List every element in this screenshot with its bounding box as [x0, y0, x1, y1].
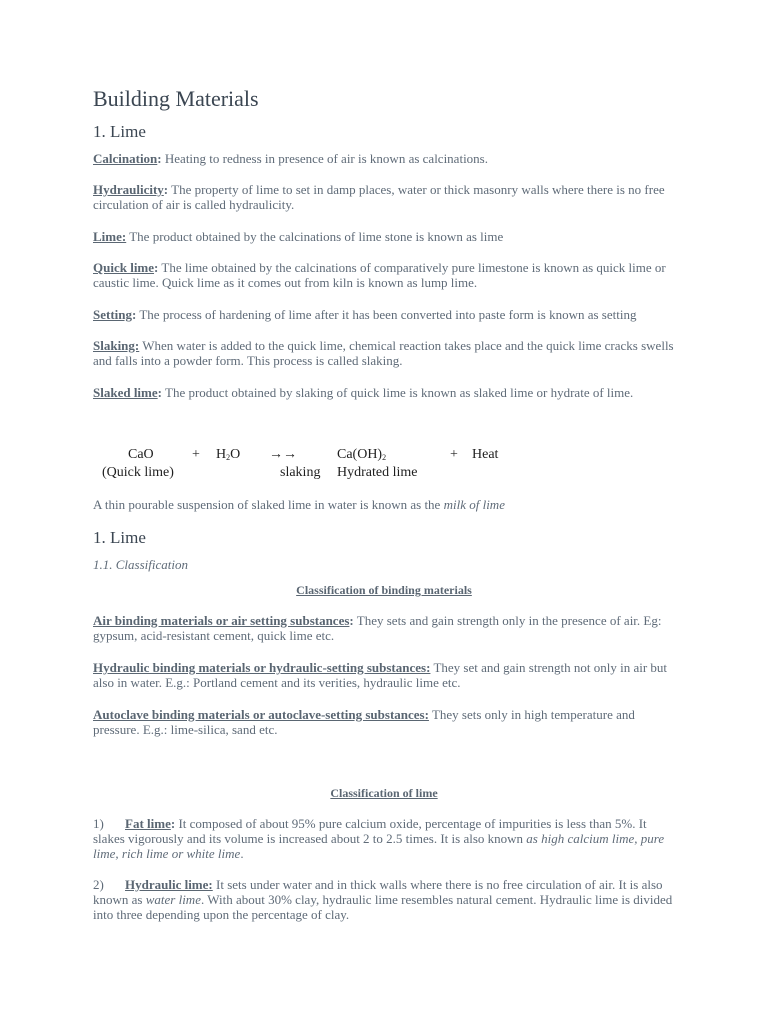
arrow-icon: →→: [269, 447, 297, 462]
definition-setting: [93, 307, 675, 322]
milk-of-lime-text: A thin pourable suspension of slaked lime in water is known as the: [93, 497, 444, 512]
binding-item-hydraulic: [93, 660, 675, 690]
lime-class-tail: . With about 30% clay, hydraulic lime resembles natural cement. Hydraulic lime is divided into three depending upon the percentage of clay.: [93, 892, 673, 922]
lime-class-italic: water lime: [145, 892, 201, 907]
equation-h2o: [216, 447, 240, 463]
equation-caoh2: [337, 447, 386, 463]
definition-text: The property of lime to set in damp places, water or thick masonry walls where there is no free circulation of air is called hydraulicity.: [93, 182, 665, 212]
definition-text: The product obtained by the calcinations of lime stone is known as lime: [126, 229, 504, 244]
lime-class-text: It composed of about 95% pure calcium oxide, percentage of impurities is less than 5%. It slakes vigorously and its volume is increased about 2 to 2.5 times. It is also known: [93, 816, 647, 846]
term: Slaked lime: [93, 385, 158, 400]
term: Quick lime: [93, 260, 155, 275]
term-colon: :: [132, 307, 137, 322]
term: Lime:: [93, 229, 127, 244]
definition-text: When water is added to the quick lime, chemical reaction takes place and the quick lime cracks swells and falls into a powder form. This process is called slaking.: [93, 338, 674, 368]
term: Air binding materials or air setting substances: [93, 613, 350, 628]
equation-caoh2-base: Ca(OH): [337, 447, 383, 462]
term: Slaking:: [93, 338, 140, 353]
binding-item-text: They sets and gain strength only in the presence of air. Eg: gypsum, acid-resistant cement, quick lime etc.: [93, 613, 662, 643]
list-number: 2): [93, 877, 104, 892]
equation-h2o-subscript: 2: [226, 453, 231, 462]
term-colon: :: [163, 182, 169, 197]
equation-cao: CaO: [128, 447, 154, 462]
lime-class-text: It sets under water and in thick walls where there is no free circulation of air. It is also known as: [93, 877, 663, 907]
equation-heat: Heat: [472, 447, 499, 462]
definition-text: The process of hardening of lime after it has been converted into paste form is known as setting: [136, 307, 637, 322]
definition-calcination: [93, 151, 675, 166]
equation-hydrated-lime-label: Hydrated lime: [337, 465, 418, 480]
definition-slaked-lime: [93, 385, 675, 400]
binding-item-text: They sets only in high temperature and pressure. E.g.: lime-silica, sand etc.: [93, 707, 635, 737]
milk-of-lime-term: milk of lime: [443, 497, 505, 512]
term: Hydraulic binding materials or hydraulic-setting substances:: [93, 660, 431, 675]
definition-text: The lime obtained by the calcinations of comparatively pure limestone is known as quick lime or caustic lime. Quick lime as it comes out from kiln is known as lump lime.: [93, 260, 666, 290]
equation-h2o-o: O: [230, 447, 241, 462]
definition-text: The product obtained by slaking of quick lime is known as slaked lime or hydrate of lime.: [162, 385, 634, 400]
binding-item-text: They set and gain strength not only in air but also in water. E.g.: Portland cement and its verities, hydraulic lime etc.: [93, 660, 668, 690]
definition-text: Heating to redness in presence of air is known as calcinations.: [161, 151, 488, 166]
lime-class-italic: as high calcium lime, pure lime, rich lime or white lime: [93, 831, 665, 861]
document-title: Building Materials: [93, 86, 259, 111]
equation-caoh2-subscript: 2: [382, 453, 387, 462]
term: Hydraulicity: [93, 182, 164, 197]
section-heading-lime: 1. Lime: [93, 122, 146, 141]
term-colon: :: [154, 260, 159, 275]
binding-item-autoclave: [93, 707, 675, 737]
term-colon: :: [170, 816, 176, 831]
term-colon: :: [157, 151, 162, 166]
equation-quick-lime-label: (Quick lime): [102, 465, 174, 480]
milk-of-lime-paragraph: [93, 497, 675, 512]
list-number: 1): [93, 816, 104, 831]
binding-classification-heading: Classification of binding materials: [296, 583, 472, 597]
lime-classification-heading: Classification of lime: [330, 786, 438, 800]
section-heading-lime-2: 1. Lime: [93, 528, 146, 547]
lime-class-item-fat-lime: [93, 816, 675, 861]
subsection-heading-classification: 1.1. Classification: [93, 557, 188, 572]
definition-lime: [93, 229, 675, 244]
term-colon: :: [349, 613, 354, 628]
lime-class-tail: .: [240, 846, 244, 861]
definition-quick-lime: [93, 260, 675, 290]
term: Calcination: [93, 151, 158, 166]
equation-plus: +: [192, 447, 200, 462]
term: Fat lime: [125, 816, 171, 831]
equation-plus: +: [450, 447, 458, 462]
term: Hydraulic lime:: [125, 877, 213, 892]
term-colon: :: [157, 385, 162, 400]
binding-item-air: [93, 613, 675, 643]
term: Autoclave binding materials or autoclave-setting substances:: [93, 707, 429, 722]
definition-hydraulicity: [93, 182, 675, 212]
equation-slaking-label: slaking: [280, 465, 321, 480]
lime-class-item-hydraulic-lime: [93, 877, 675, 922]
term: Setting: [93, 307, 132, 322]
definition-slaking: [93, 338, 675, 368]
equation-h2o-h: H: [216, 447, 227, 462]
